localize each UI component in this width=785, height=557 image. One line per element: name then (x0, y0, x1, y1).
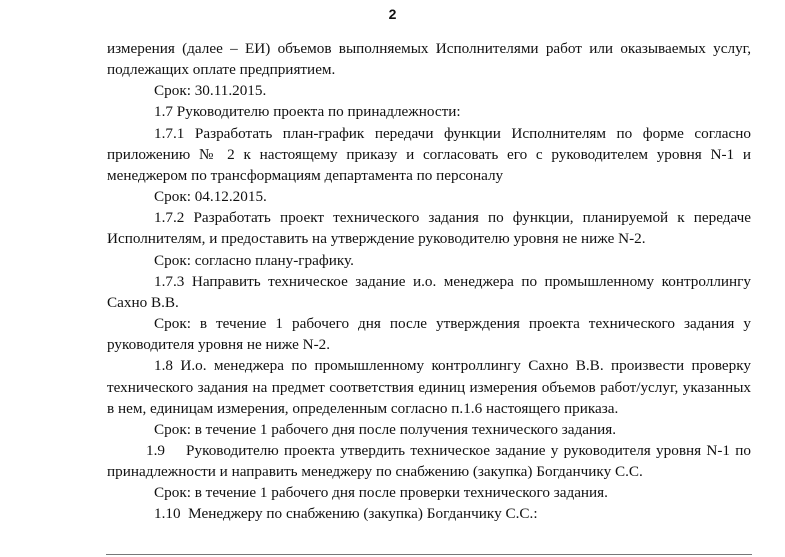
clause-1-10: 1.10 Менеджеру по снабжению (закупка) Богданчику С.С.: (154, 505, 538, 523)
deadline-1-9: Срок: в течение 1 рабочего дня после проверки технического задания. (154, 484, 608, 502)
page-number: 2 (388, 6, 397, 22)
deadline-1-7-3: Срок: в течение 1 рабочего дня после утверждения проекта технического задания у руководителя уровня не ниже N-2. (107, 315, 751, 354)
clause-1-7-2: 1.7.2 Разработать проект технического задания по функции, планируемой к передаче Исполнителям, и предоставить на утверждение руководителю уровня не ниже N-2. (107, 209, 751, 248)
deadline-1-6: Срок: 30.11.2015. (154, 82, 267, 100)
clause-1-8: 1.8 И.о. менеджера по промышленному контроллингу Сахно В.В. произвести проверку технического задания на предмет соответствия единиц измерения объемов работ/услуг, указанных в нем, единицам измерения, определенным согласно п.1.6 настоящего приказа. (107, 357, 751, 417)
document-body (107, 38, 755, 525)
clause-1-7: 1.7 Руководителю проекта по принадлежности: (154, 103, 461, 121)
clause-1-9: 1.9 Руководителю проекта утвердить техническое задание у руководителя уровня N-1 по принадлежности и направить менеджеру по снабжению (закупка) Богданчику С.С. (107, 441, 755, 481)
deadline-1-7-1: Срок: 04.12.2015. (154, 188, 267, 206)
clause-1-7-3: 1.7.3 Направить техническое задание и.о. менеджера по промышленному контроллингу Сахно В.В. (107, 272, 751, 311)
paragraph-ei-definition: измерения (далее – ЕИ) объемов выполняемых Исполнителями работ или оказываемых услуг, подлежащих оплате предприятием. (107, 40, 751, 79)
deadline-1-8: Срок: в течение 1 рабочего дня после получения технического задания. (154, 420, 617, 438)
clause-1-7-1: 1.7.1 Разработать план-график передачи функции Исполнителям по форме согласно приложению № 2 к настоящему приказу и согласовать его с руководителем уровня N-1 и менеджером по трансформациям департамента по персоналу (107, 124, 751, 184)
deadline-1-7-2: Срок: согласно плану-графику. (154, 251, 354, 269)
page-bottom-edge (106, 554, 752, 555)
